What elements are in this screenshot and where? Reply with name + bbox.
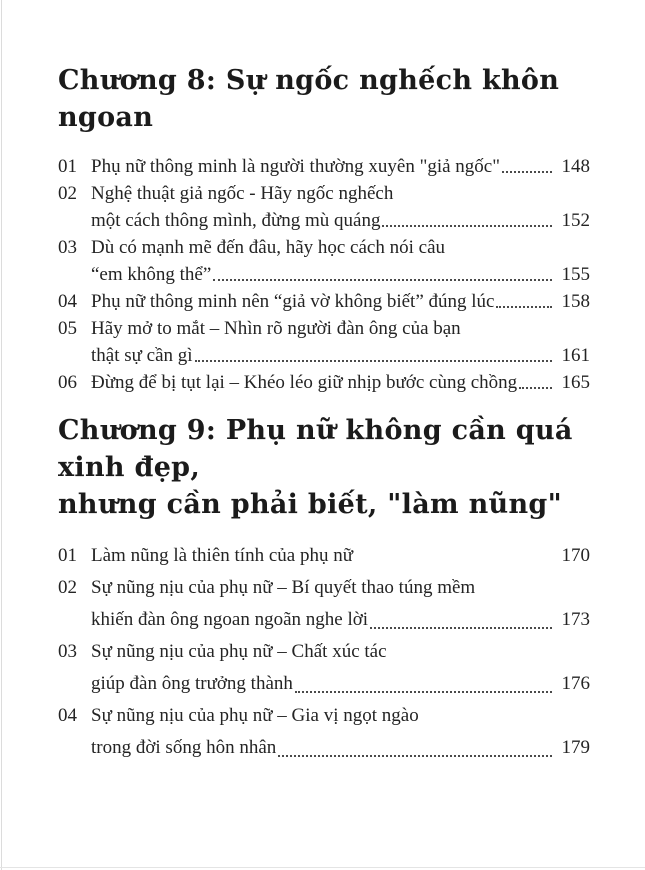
entry-number: 04 (58, 291, 77, 312)
page-number: 152 (561, 210, 590, 231)
entry-title: trong đời sống hôn nhân (91, 737, 277, 758)
entry-number: 03 (58, 237, 77, 258)
toc-entry-line (58, 342, 590, 369)
entry-title: Nghệ thuật giả ngốc - Hãy ngốc nghếch (91, 183, 394, 204)
toc-entry-line (58, 572, 590, 604)
page-number: 179 (561, 737, 590, 758)
dot-leaders (500, 153, 556, 180)
entry-number: 02 (58, 183, 77, 204)
entry-title: thật sự cần gì (91, 345, 193, 366)
entry-title: một cách thông mình, đừng mù quáng (91, 210, 381, 231)
chapter-section (58, 412, 590, 764)
entry-title: Đừng để bị tụt lại – Khéo léo giữ nhịp bước cùng chồng (91, 372, 518, 393)
toc-entry-line (58, 234, 590, 261)
dot-leaders (276, 732, 556, 764)
page-number: 173 (561, 609, 590, 630)
entry-title: Phụ nữ thông minh nên “giả vờ không biết” đúng lúc (91, 291, 495, 312)
dot-leaders (293, 668, 556, 700)
entry-number: 03 (58, 641, 77, 662)
dot-leaders (368, 604, 556, 636)
page-number: 176 (561, 673, 590, 694)
dot-leaders (380, 207, 556, 234)
entry-title: giúp đàn ông trưởng thành (91, 673, 293, 694)
page-bottom-edge (0, 867, 645, 868)
spacer (353, 540, 556, 572)
entry-title: Sự nũng nịu của phụ nữ – Chất xúc tác (91, 641, 387, 662)
chapter-title (58, 412, 590, 523)
entry-number: 01 (58, 545, 77, 566)
spacer (475, 572, 556, 604)
toc-entry-line (58, 369, 590, 396)
spacer (461, 315, 556, 342)
entry-title: Dù có mạnh mẽ đến đâu, hãy học cách nói câu (91, 237, 446, 258)
chapter-title (58, 62, 590, 136)
page-number: 155 (561, 264, 590, 285)
toc-entry-line (58, 636, 590, 668)
dot-leaders (517, 369, 556, 396)
page-number: 161 (561, 345, 590, 366)
page-number: 158 (561, 291, 590, 312)
spacer (387, 636, 556, 668)
dot-leaders (193, 342, 556, 369)
entry-title: “em không thể” (91, 264, 212, 285)
spacer (445, 234, 556, 261)
toc-entry-line (58, 732, 590, 764)
entry-number: 01 (58, 156, 77, 177)
toc-entry-line (58, 700, 590, 732)
entry-title: Sự nũng nịu của phụ nữ – Gia vị ngọt ngào (91, 705, 419, 726)
chapter-section (58, 62, 590, 396)
chapter-title-line: nhưng cần phải biết, "làm nũng" (58, 489, 562, 520)
toc-entry-line (58, 604, 590, 636)
dot-leaders (211, 261, 556, 288)
spacer (419, 700, 556, 732)
page-number: 148 (561, 156, 590, 177)
toc-entry-line (58, 261, 590, 288)
entry-title: Làm nũng là thiên tính của phụ nữ (91, 545, 353, 566)
entry-number: 04 (58, 705, 77, 726)
toc-entry-line (58, 315, 590, 342)
toc-entry-line (58, 207, 590, 234)
spacer (393, 180, 556, 207)
page-number: 165 (561, 372, 590, 393)
entry-number: 05 (58, 318, 77, 339)
toc-entry-line (58, 668, 590, 700)
toc-entry-line (58, 288, 590, 315)
entry-number: 02 (58, 577, 77, 598)
entry-title: khiến đàn ông ngoan ngoãn nghe lời (91, 609, 369, 630)
chapter-title-line: Chương 9: Phụ nữ không cần quá xinh đẹp, (58, 415, 573, 483)
entry-number: 06 (58, 372, 77, 393)
entry-title: Hãy mở to mắt – Nhìn rõ người đàn ông của bạn (91, 318, 461, 339)
dot-leaders (494, 288, 556, 315)
entry-title: Sự nũng nịu của phụ nữ – Bí quyết thao túng mềm (91, 577, 476, 598)
page-number: 170 (561, 545, 590, 566)
toc-entry-line (58, 540, 590, 572)
toc-entry-line (58, 180, 590, 207)
toc-entry-line (58, 153, 590, 180)
entry-title: Phụ nữ thông minh là người thường xuyên "giả ngốc" (91, 156, 501, 177)
chapter-title-line: Chương 8: Sự ngốc nghếch khôn ngoan (58, 65, 560, 133)
